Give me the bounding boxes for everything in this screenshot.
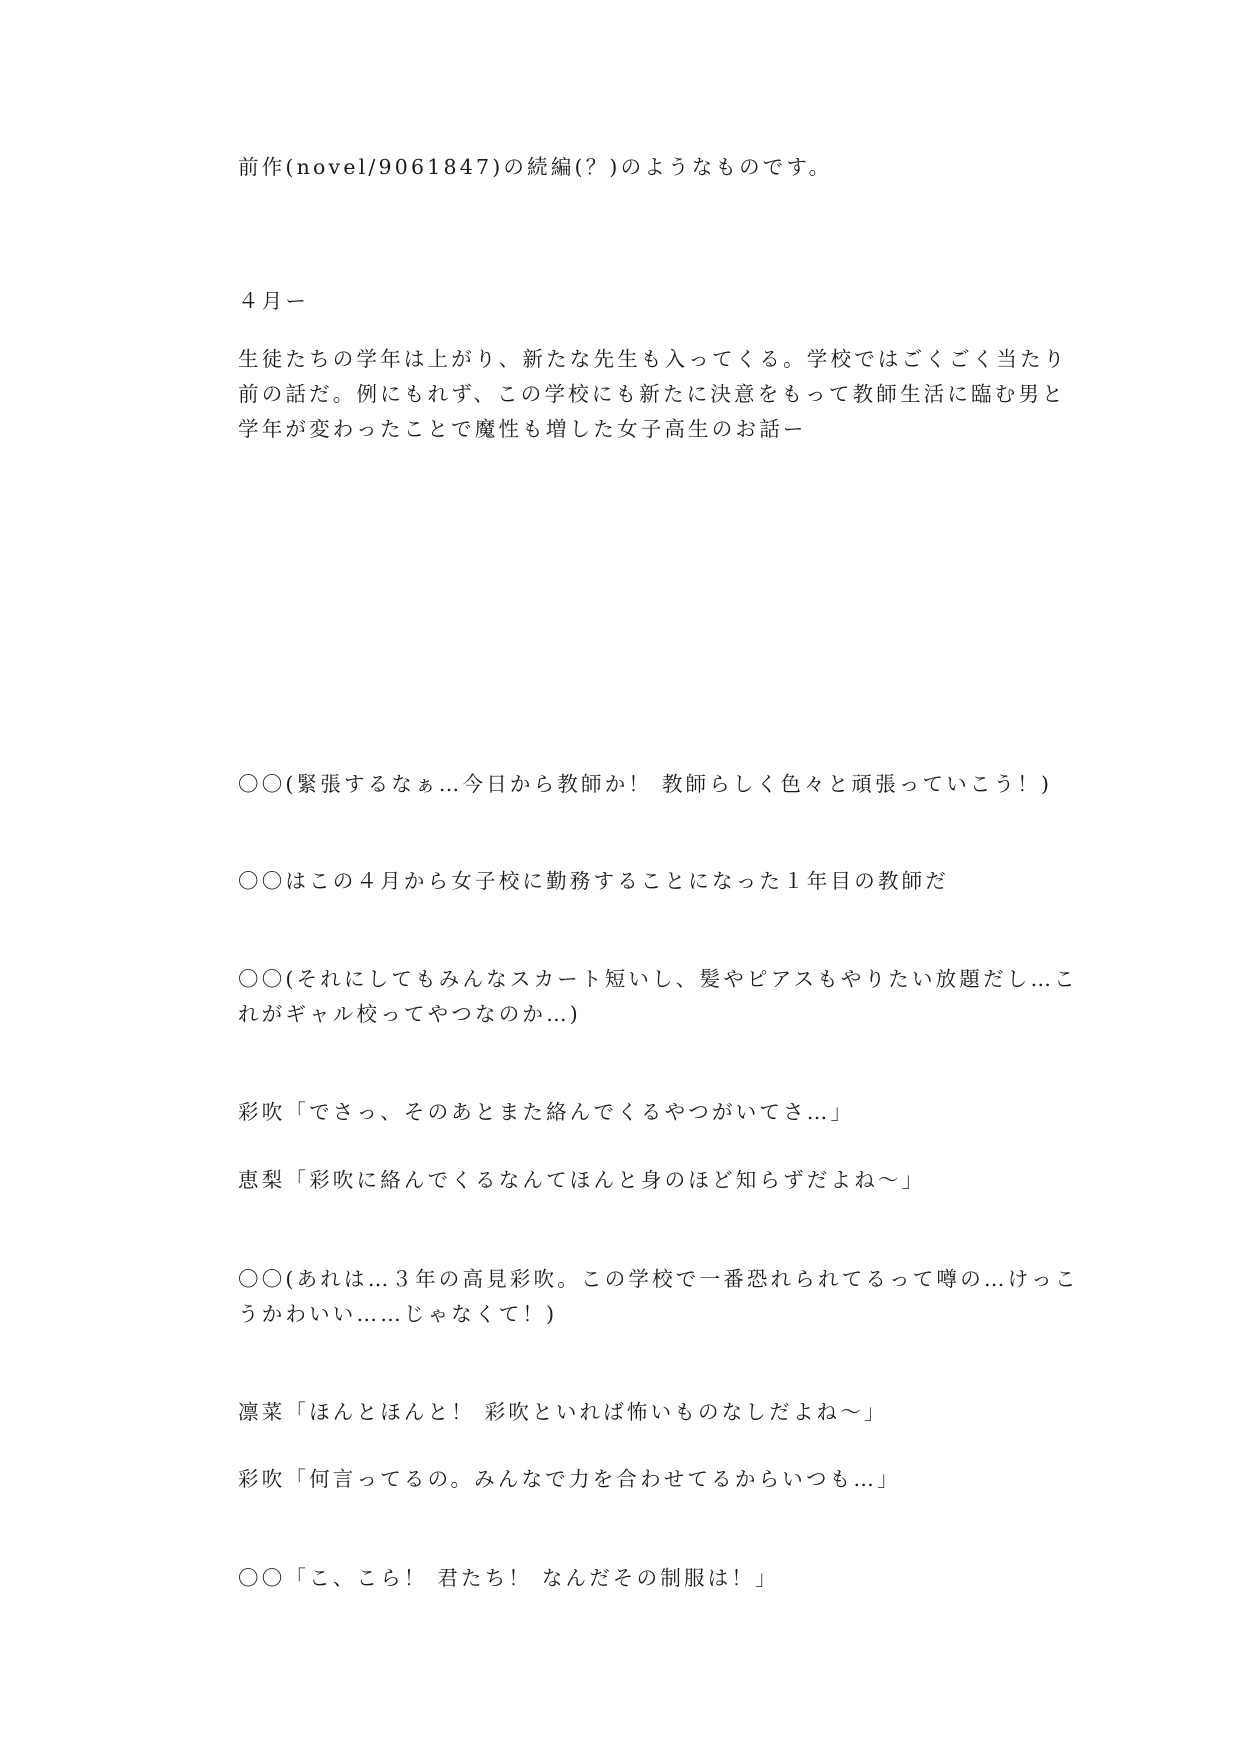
dialogue-line bbox=[238, 1395, 1008, 1430]
dialogue-line bbox=[238, 1163, 1008, 1198]
dialogue-line bbox=[238, 1561, 1008, 1596]
dialogue-line bbox=[238, 1095, 1008, 1130]
text-line: 〇〇(あれは…３年の高見彩吹。この学校で一番恐れられてるって噂の…けっこ bbox=[238, 1267, 1079, 1291]
paragraph-line: 前の話だ。例にもれず、この学校にも新たに決意をもって教師生活に臨む男と bbox=[238, 382, 1066, 406]
intro-line: 前作(novel/9061847)の続編(？)のようなものです。 bbox=[238, 155, 833, 179]
text-line: れがギャル校ってやつなのか…) bbox=[238, 1002, 581, 1026]
text-line: 彩吹「でさっ、そのあとまた絡んでくるやつがいてさ…」 bbox=[238, 1100, 855, 1124]
text-line: 恵梨「彩吹に絡んでくるなんてほんと身のほど知らずだよね～」 bbox=[238, 1168, 926, 1192]
text-line: 〇〇「こ、こら！ 君たち！ なんだその制服は！」 bbox=[238, 1566, 779, 1590]
paragraph-line: 生徒たちの学年は上がり、新たな先生も入ってくる。学校ではごくごく当たり bbox=[238, 347, 1068, 371]
monologue-line bbox=[238, 1262, 1079, 1332]
monologue-line bbox=[238, 962, 1078, 1032]
text-line: 〇〇はこの４月から女子校に勤務することになった１年目の教師だ bbox=[238, 869, 949, 893]
opening-paragraph bbox=[238, 342, 1068, 447]
text-line: 彩吹「何言ってるの。みんなで力を合わせてるからいつも…」 bbox=[238, 1467, 901, 1491]
monologue-line bbox=[238, 767, 1053, 802]
narration-line bbox=[238, 864, 1008, 899]
text-line: 〇〇(緊張するなぁ…今日から教師か！ 教師らしく色々と頑張っていこう！) bbox=[238, 772, 1053, 796]
text-line: 凛菜「ほんとほんと！ 彩吹といれば怖いものなしだよね～」 bbox=[238, 1400, 888, 1424]
text-line: 〇〇(それにしてもみんなスカート短いし、髪やピアスもやりたい放題だし…こ bbox=[238, 967, 1078, 991]
section-heading: ４月ー bbox=[238, 289, 310, 313]
paragraph-line: 学年が変わったことで魔性も増した女子高生のお話ー bbox=[238, 417, 807, 441]
text-line: うかわいい……じゃなくて！) bbox=[238, 1302, 558, 1326]
dialogue-line bbox=[238, 1462, 1008, 1497]
